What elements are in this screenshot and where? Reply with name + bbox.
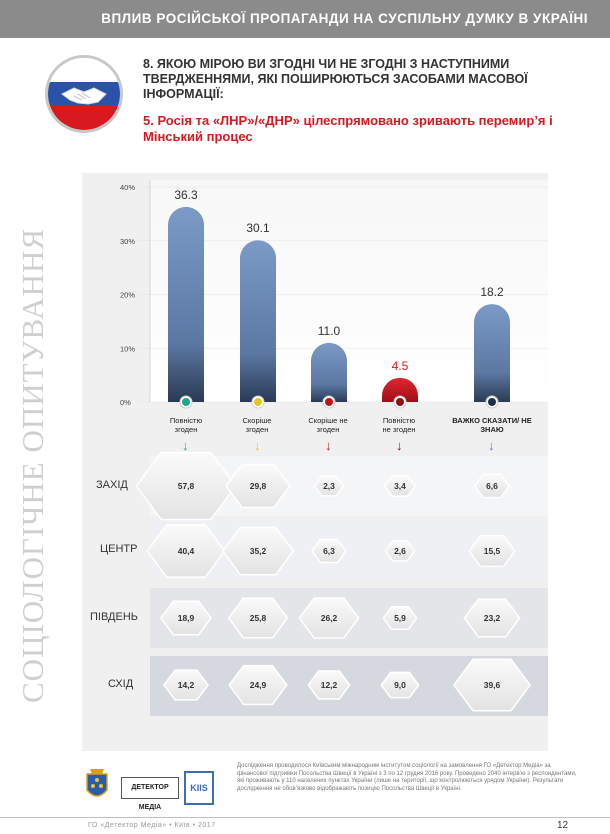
kiis-logo: KIIS (184, 771, 214, 805)
arrow-down-icon-4: ↓ (488, 438, 495, 453)
bar-value-label-4: 18.2 (480, 285, 504, 300)
hex-value-2-3: 5,9 (394, 613, 406, 623)
arrow-down-icon-3: ↓ (396, 438, 403, 453)
hex-value-3-0: 14,2 (177, 680, 195, 690)
ytick-label-0: 40% (120, 183, 136, 192)
category-label-0: Повністю згоден (169, 416, 203, 434)
hex-value-2-4: 23,2 (483, 613, 501, 623)
hex-value-0-3: 3,4 (394, 481, 406, 491)
bar-value-label-0: 36.3 (174, 187, 198, 202)
region-label-0: ЗАХІД (96, 479, 128, 491)
footer-publisher: ГО «Детектор Медіа» • Київ • 2017 (88, 822, 216, 829)
hex-value-0-4: 6,6 (486, 481, 498, 491)
ytick-label-3: 10% (120, 344, 136, 354)
side-title: СОЦІОЛОГІЧНЕ ОПИТУВАННЯ (15, 227, 50, 703)
category-label-2: Скоріше не згоден (308, 416, 348, 434)
hex-value-2-1: 25,8 (249, 613, 267, 623)
category-label-1: Скоріше згоден (242, 416, 272, 434)
sweden-coat-of-arms-logo (82, 766, 112, 806)
hex-value-2-0: 18,9 (177, 613, 195, 623)
footer-note: Дослідження проводилося Київським міжнародним інститутом соціології на замовлення ГО «Детектор Медіа» за фінансової підтримки Посольства Швеції в Україні з 3 по 12 грудня 2016 року. Проведено 2040 інтерв’ю з респондентами, які проживають у 110 населених пунктах України (лише на території, що контролюються урядом України). Результати дослідження не обов’язково відображають позицію Посольства Швеції в Україні. (237, 763, 577, 792)
region-label-3: СХІД (108, 678, 134, 690)
hex-value-3-2: 12,2 (320, 680, 338, 690)
hex-value-1-4: 15,5 (483, 546, 501, 556)
bar-value-label-3: 4.5 (391, 358, 409, 373)
hex-value-1-0: 40,4 (177, 546, 195, 556)
arrow-down-icon-1: ↓ (254, 438, 261, 453)
header-title: ВПЛИВ РОСІЙСЬКОЇ ПРОПАГАНДИ НА СУСПІЛЬНУ ДУМКУ В УКРАЇНІ (101, 11, 588, 26)
arrow-down-icon-0: ↓ (182, 438, 189, 453)
detector-media-logo: ДЕТЕКТОР МЕДІА (121, 777, 179, 799)
region-label-1: ЦЕНТР (100, 543, 138, 555)
hex-value-0-2: 2,3 (323, 481, 335, 491)
hex-value-3-1: 24,9 (249, 680, 267, 690)
footer-divider (0, 817, 610, 818)
hex-value-2-2: 26,2 (320, 613, 338, 623)
bar-value-label-1: 30.1 (246, 221, 270, 236)
ytick-label-1: 30% (120, 236, 136, 246)
page-number: 12 (557, 820, 569, 831)
hex-value-1-1: 35,2 (249, 546, 267, 556)
region-label-2: ПІВДЕНЬ (90, 611, 139, 623)
hex-value-3-3: 9,0 (394, 680, 406, 690)
ytick-label-4: 0% (120, 398, 131, 407)
category-label-4: ВАЖКО СКАЗАТИ/ НЕ ЗНАЮ (452, 416, 532, 434)
hex-value-0-1: 29,8 (249, 481, 267, 491)
category-label-3: Повністю не згоден (382, 416, 416, 434)
hex-value-0-0: 57,8 (177, 481, 195, 491)
bar-value-label-2: 11.0 (317, 323, 341, 338)
hex-value-3-4: 39,6 (483, 680, 501, 690)
question-statement: 5. Росія та «ЛНР»/«ДНР» цілеспрямовано зривають перемир’я і Мінський процес (143, 113, 553, 144)
hex-value-1-3: 2,6 (394, 546, 406, 556)
hex-value-1-2: 6,3 (323, 546, 335, 556)
arrow-down-icon-2: ↓ (325, 438, 332, 453)
question-title: 8. ЯКОЮ МІРОЮ ВИ ЗГОДНІ ЧИ НЕ ЗГОДНІ З НАСТУПНИМИ ТВЕРДЖЕННЯМИ, ЯКІ ПОШИРЮЮТЬСЯ ЗАСОБАМИ МАСОВОЇ ІНФОРМАЦІЇ: (143, 57, 528, 101)
ytick-label-2: 20% (120, 290, 136, 300)
